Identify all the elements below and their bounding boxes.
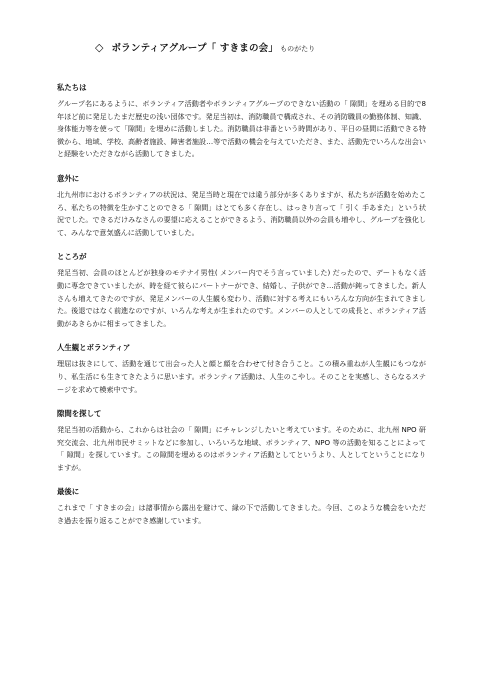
section-heading: 人生観とボランティア xyxy=(57,343,131,353)
section-body: 発足当初、会員のほとんどが独身のモテナイ男性( メンバー内でそう言っていました) だったので、デートもなく活動に専念できていましたが、時を経て彼らにパートナーができ、結婚し、子供ができ…活動が鈍ってきました。新人さんも増えてきたのですが、発足メンバーの人生観も変わり、活動に対する考えにもいろんな方向が生まれてきました。後退ではなく前進なのですが、いろんな考えが生まれたのです。メンバーの人としての成長と、ボランティア活動があきらかに相まってきました。 xyxy=(57,268,426,328)
section-saigoni xyxy=(57,486,426,527)
section-body: これまで「 すきまの会」は諸事情から露出を避けて、縁の下で活動してきました。今回、このような機会をいただき過去を振り返ることができ感謝しています。 xyxy=(57,503,426,526)
section-heading: ところが xyxy=(57,252,87,262)
section-heading: 意外に xyxy=(57,173,80,183)
document-title: ボランティアグループ「 すきまの会」 xyxy=(111,43,279,54)
document-subtitle: ものがたり xyxy=(280,45,316,53)
section-watashitachi xyxy=(57,82,426,161)
section-sukima-wo-sagashite xyxy=(57,408,426,474)
section-body: 北九州市におけるボランティアの状況は、発足当時と現在では違う部分が多くありますが、私たちが活動を始めたころ、私たちの特徴を生かすことのできる「 隙間」はとても多く存在し、はっきり言って「 引く 手あまた」という状況でした。できるだけみなさんの要望に応えることができるよう、消防職員以外の会員も増やし、グループを強化して、みんなで意気盛んに活動していました。 xyxy=(57,189,426,237)
section-igai xyxy=(57,173,426,239)
section-tokoroga xyxy=(57,251,426,330)
section-jinseikan xyxy=(57,342,426,396)
section-heading: 私たちは xyxy=(57,83,87,92)
document-title-row xyxy=(95,40,426,54)
section-body: 発足当初の活動から、これからは社会の「 隙間」にチャレンジしたいと考えています。そのために、北九州 NPO 研究交流会、北九州市民サミットなどに参加し、いろいろな地域、ボランティア、NPO 等の活動を知ることによって「 隙間」を探しています。この隙間を埋めるのはボランティア活動としてというより、人としてということになりますが。 xyxy=(57,425,426,472)
section-body: 理屈は抜きにして、活動を通じて出会った人と顔と顔を合わせて付き合うこと。この積み重ねが人生観にもつながり、私生活にも生きてきたように思います。ボランティア活動は、人生のこやし。そのことを実感し、さらなるステージを求めて模索中です。 xyxy=(57,359,426,394)
section-heading: 最後に xyxy=(57,487,80,497)
section-body: グループ名にあるように、ボランティア活動者やボランティアグループのできない活動の「 隙間」を埋める目的で8 年ほど前に発足したまだ歴史の浅い団体です。発足当初は、消防職員で構成され、その消防職員の勤務体制、知識、身体能力等を使って「隙間」を埋めに活動しました。消防職員は非番という時間があり、平日の昼間に活動できる特徴から、地域、学校、高齢者施設、障害者施設…等で活動の機会を与えていただき、また、活動先でいろんな出会いと経験をいただきながら活動してきました。 xyxy=(57,99,426,159)
diamond-icon: ◇ xyxy=(95,41,104,54)
section-heading: 隙間を探して xyxy=(57,409,102,419)
